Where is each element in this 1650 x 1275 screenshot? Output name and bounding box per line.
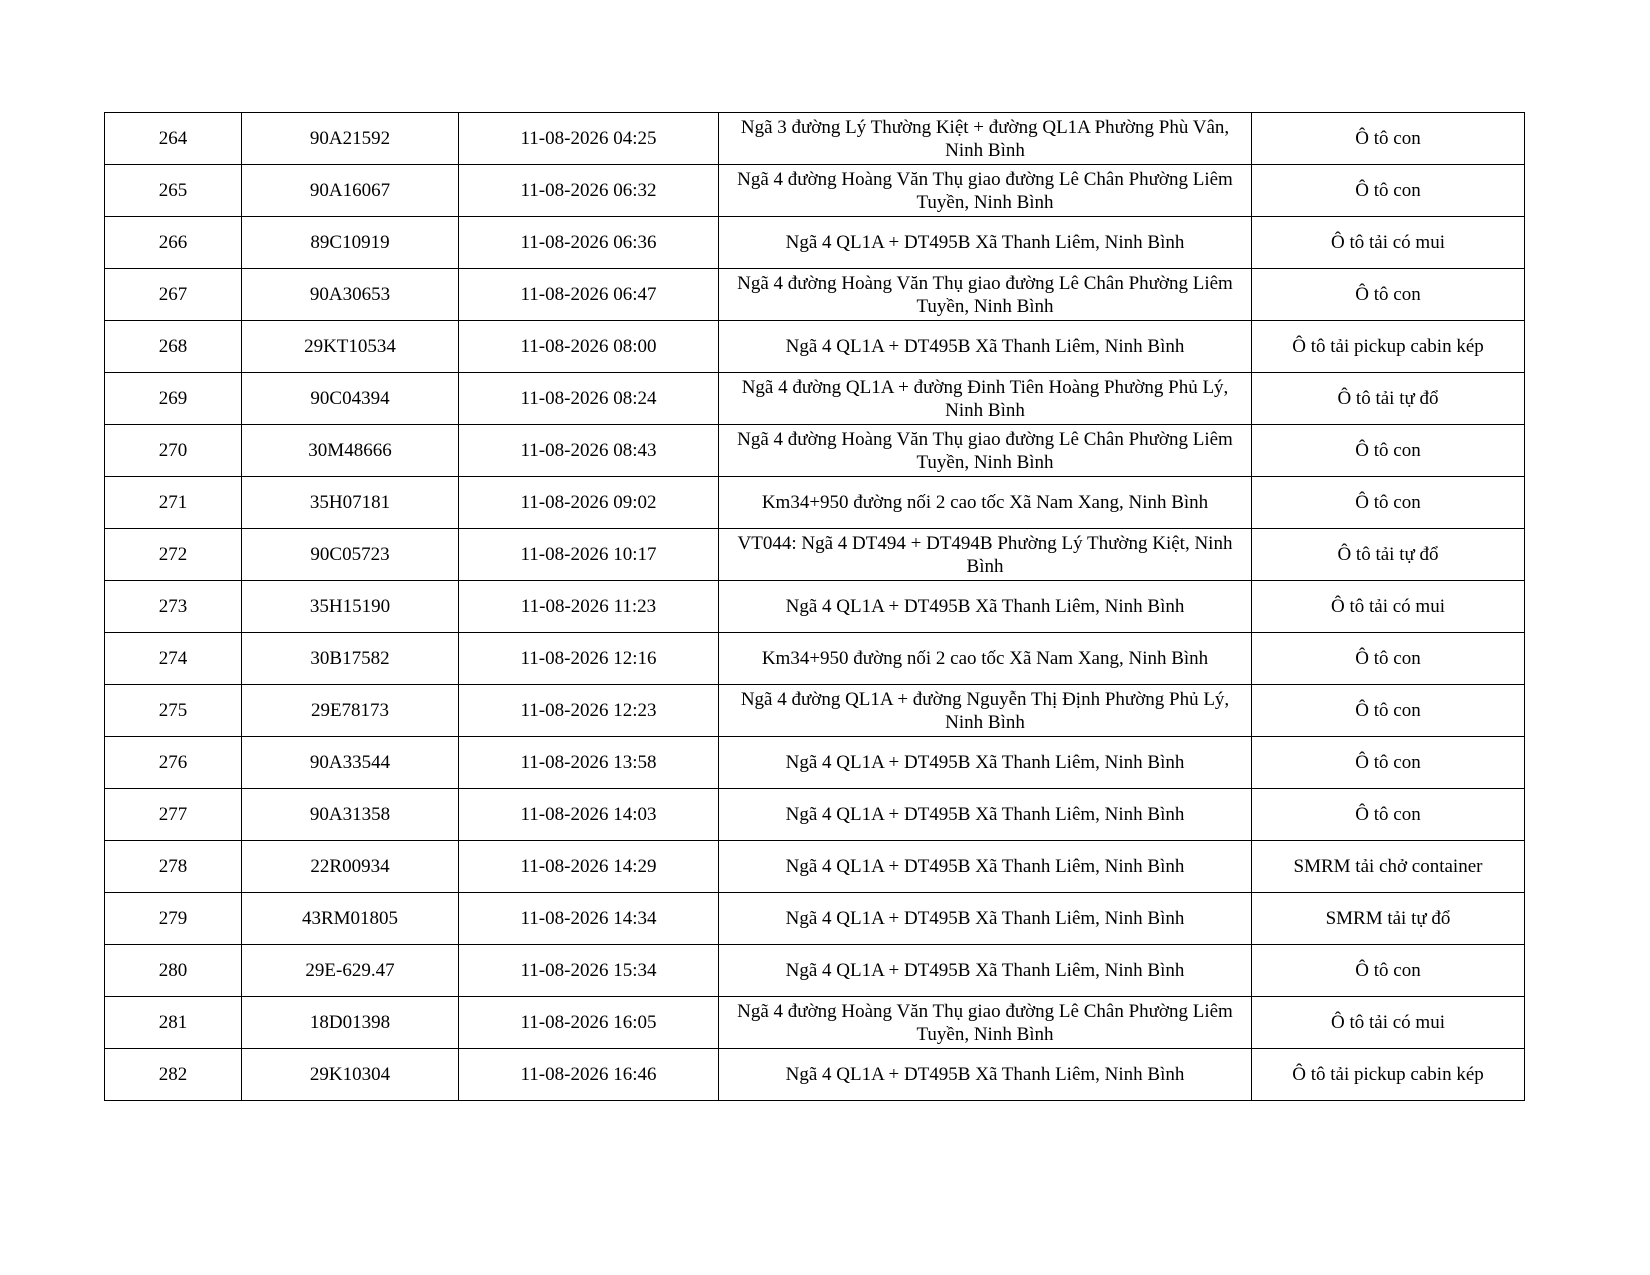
violation-location-cell: Ngã 4 QL1A + DT495B Xã Thanh Liêm, Ninh Bình (719, 737, 1252, 789)
license-plate-cell: 35H07181 (242, 477, 459, 529)
license-plate-cell: 89C10919 (242, 217, 459, 269)
row-number-cell: 273 (105, 581, 242, 633)
table-row (105, 737, 1525, 789)
violation-time-cell: 11-08-2026 06:47 (459, 269, 719, 321)
violation-time-cell: 11-08-2026 16:46 (459, 1049, 719, 1101)
violation-time-cell: 11-08-2026 15:34 (459, 945, 719, 997)
violation-location-cell: Ngã 4 QL1A + DT495B Xã Thanh Liêm, Ninh Bình (719, 841, 1252, 893)
license-plate-cell: 18D01398 (242, 997, 459, 1049)
violation-location-cell: Ngã 4 đường Hoàng Văn Thụ giao đường Lê Chân Phường Liêm Tuyền, Ninh Bình (719, 997, 1252, 1049)
row-number-cell: 272 (105, 529, 242, 581)
vehicle-type-cell: Ô tô con (1252, 633, 1525, 685)
vehicle-type-cell: Ô tô con (1252, 737, 1525, 789)
violation-time-cell: 11-08-2026 06:32 (459, 165, 719, 217)
violation-location-cell: Ngã 4 đường Hoàng Văn Thụ giao đường Lê Chân Phường Liêm Tuyền, Ninh Bình (719, 269, 1252, 321)
table-row (105, 633, 1525, 685)
row-number-cell: 266 (105, 217, 242, 269)
violation-time-cell: 11-08-2026 10:17 (459, 529, 719, 581)
vehicle-type-cell: Ô tô tải có mui (1252, 217, 1525, 269)
violation-location-cell: Ngã 4 QL1A + DT495B Xã Thanh Liêm, Ninh Bình (719, 893, 1252, 945)
table-row (105, 581, 1525, 633)
violation-location-cell: Ngã 4 đường QL1A + đường Đinh Tiên Hoàng Phường Phủ Lý, Ninh Bình (719, 373, 1252, 425)
violation-time-cell: 11-08-2026 14:34 (459, 893, 719, 945)
table-row (105, 841, 1525, 893)
row-number-cell: 275 (105, 685, 242, 737)
violation-time-cell: 11-08-2026 14:29 (459, 841, 719, 893)
row-number-cell: 274 (105, 633, 242, 685)
table-row (105, 529, 1525, 581)
row-number-cell: 264 (105, 113, 242, 165)
vehicle-type-cell: SMRM tải tự đổ (1252, 893, 1525, 945)
violation-location-cell: Ngã 3 đường Lý Thường Kiệt + đường QL1A Phường Phù Vân, Ninh Bình (719, 113, 1252, 165)
row-number-cell: 277 (105, 789, 242, 841)
license-plate-cell: 35H15190 (242, 581, 459, 633)
vehicle-type-cell: Ô tô tải tự đổ (1252, 373, 1525, 425)
violation-location-cell: Km34+950 đường nối 2 cao tốc Xã Nam Xang, Ninh Bình (719, 477, 1252, 529)
vehicle-type-cell: Ô tô con (1252, 113, 1525, 165)
license-plate-cell: 90A33544 (242, 737, 459, 789)
violation-time-cell: 11-08-2026 11:23 (459, 581, 719, 633)
violation-location-cell: Ngã 4 QL1A + DT495B Xã Thanh Liêm, Ninh Bình (719, 321, 1252, 373)
table-row (105, 477, 1525, 529)
license-plate-cell: 29E78173 (242, 685, 459, 737)
violation-location-cell: Ngã 4 QL1A + DT495B Xã Thanh Liêm, Ninh Bình (719, 789, 1252, 841)
violation-location-cell: Ngã 4 QL1A + DT495B Xã Thanh Liêm, Ninh Bình (719, 1049, 1252, 1101)
license-plate-cell: 30B17582 (242, 633, 459, 685)
violation-location-cell: Ngã 4 đường QL1A + đường Nguyễn Thị Định Phường Phủ Lý, Ninh Bình (719, 685, 1252, 737)
row-number-cell: 271 (105, 477, 242, 529)
violation-time-cell: 11-08-2026 08:24 (459, 373, 719, 425)
violation-time-cell: 11-08-2026 13:58 (459, 737, 719, 789)
license-plate-cell: 22R00934 (242, 841, 459, 893)
vehicle-type-cell: Ô tô con (1252, 685, 1525, 737)
violation-time-cell: 11-08-2026 09:02 (459, 477, 719, 529)
violation-location-cell: Ngã 4 đường Hoàng Văn Thụ giao đường Lê Chân Phường Liêm Tuyền, Ninh Bình (719, 425, 1252, 477)
violation-time-cell: 11-08-2026 04:25 (459, 113, 719, 165)
row-number-cell: 279 (105, 893, 242, 945)
vehicle-type-cell: Ô tô con (1252, 269, 1525, 321)
vehicle-type-cell: Ô tô tải tự đổ (1252, 529, 1525, 581)
license-plate-cell: 29K10304 (242, 1049, 459, 1101)
vehicle-type-cell: Ô tô tải có mui (1252, 997, 1525, 1049)
vehicle-type-cell: SMRM tải chở container (1252, 841, 1525, 893)
row-number-cell: 268 (105, 321, 242, 373)
table-body (105, 113, 1525, 1101)
violation-time-cell: 11-08-2026 16:05 (459, 997, 719, 1049)
vehicle-type-cell: Ô tô con (1252, 165, 1525, 217)
table-row (105, 269, 1525, 321)
row-number-cell: 267 (105, 269, 242, 321)
license-plate-cell: 43RM01805 (242, 893, 459, 945)
license-plate-cell: 29E-629.47 (242, 945, 459, 997)
license-plate-cell: 90A21592 (242, 113, 459, 165)
license-plate-cell: 29KT10534 (242, 321, 459, 373)
row-number-cell: 281 (105, 997, 242, 1049)
violation-time-cell: 11-08-2026 08:00 (459, 321, 719, 373)
row-number-cell: 280 (105, 945, 242, 997)
vehicle-type-cell: Ô tô tải có mui (1252, 581, 1525, 633)
table-row (105, 165, 1525, 217)
vehicle-type-cell: Ô tô tải pickup cabin kép (1252, 321, 1525, 373)
row-number-cell: 276 (105, 737, 242, 789)
row-number-cell: 278 (105, 841, 242, 893)
vehicle-type-cell: Ô tô con (1252, 945, 1525, 997)
table-row (105, 893, 1525, 945)
license-plate-cell: 90A16067 (242, 165, 459, 217)
vehicle-type-cell: Ô tô con (1252, 789, 1525, 841)
license-plate-cell: 90C04394 (242, 373, 459, 425)
vehicle-type-cell: Ô tô con (1252, 477, 1525, 529)
violation-time-cell: 11-08-2026 08:43 (459, 425, 719, 477)
table-row (105, 321, 1525, 373)
violation-location-cell: Ngã 4 QL1A + DT495B Xã Thanh Liêm, Ninh Bình (719, 581, 1252, 633)
row-number-cell: 282 (105, 1049, 242, 1101)
table-row (105, 685, 1525, 737)
violation-location-cell: VT044: Ngã 4 DT494 + DT494B Phường Lý Thường Kiệt, Ninh Bình (719, 529, 1252, 581)
table-row (105, 425, 1525, 477)
table-row (105, 1049, 1525, 1101)
table-row (105, 373, 1525, 425)
row-number-cell: 269 (105, 373, 242, 425)
license-plate-cell: 90C05723 (242, 529, 459, 581)
table-row (105, 945, 1525, 997)
table-row (105, 789, 1525, 841)
license-plate-cell: 90A31358 (242, 789, 459, 841)
violation-time-cell: 11-08-2026 12:23 (459, 685, 719, 737)
license-plate-cell: 90A30653 (242, 269, 459, 321)
violation-location-cell: Km34+950 đường nối 2 cao tốc Xã Nam Xang, Ninh Bình (719, 633, 1252, 685)
table-row (105, 217, 1525, 269)
row-number-cell: 270 (105, 425, 242, 477)
table-row (105, 997, 1525, 1049)
vehicle-type-cell: Ô tô tải pickup cabin kép (1252, 1049, 1525, 1101)
violation-time-cell: 11-08-2026 06:36 (459, 217, 719, 269)
violation-location-cell: Ngã 4 đường Hoàng Văn Thụ giao đường Lê Chân Phường Liêm Tuyền, Ninh Bình (719, 165, 1252, 217)
violation-time-cell: 11-08-2026 12:16 (459, 633, 719, 685)
table-row (105, 113, 1525, 165)
violations-table (104, 112, 1525, 1101)
license-plate-cell: 30M48666 (242, 425, 459, 477)
row-number-cell: 265 (105, 165, 242, 217)
violation-location-cell: Ngã 4 QL1A + DT495B Xã Thanh Liêm, Ninh Bình (719, 945, 1252, 997)
violation-time-cell: 11-08-2026 14:03 (459, 789, 719, 841)
violation-location-cell: Ngã 4 QL1A + DT495B Xã Thanh Liêm, Ninh Bình (719, 217, 1252, 269)
vehicle-type-cell: Ô tô con (1252, 425, 1525, 477)
